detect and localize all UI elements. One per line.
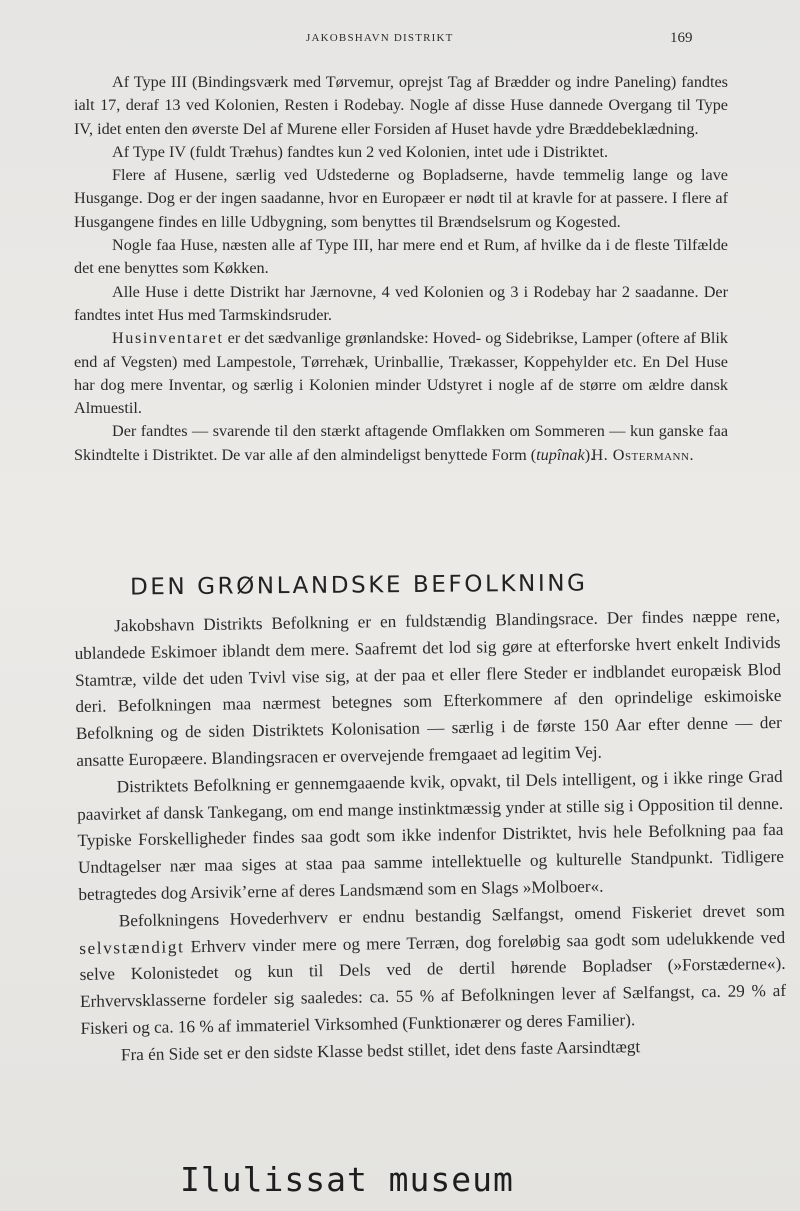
paragraph-inventory <box>74 327 728 420</box>
tents-text-end: ). <box>584 445 595 464</box>
paragraph-tents <box>74 420 728 467</box>
employment-text-rest: Erhverv vinder mere og mere Terræn, dog foreløbig saa godt som udelukkende ved selve Kolonistedet og kun til Dels ved de dertil hørende Bopladser (»Forstæderne«). Erhvervsklasserne fordeler sig saaledes: ca. 55 % af Befolkningen lever af Sælfangst, ca. 29 % af Fiskeri og ca. 16 % af immateriel Virksomhed (Funktionærer og deres Familier). <box>79 927 787 1038</box>
paragraph-type-iii: Af Type III (Bindingsværk med Tørvemur, oprejst Tag af Brædder og indre Paneling) fandtes ialt 17, deraf 13 ved Kolonien, Resten i Rodebay. Nogle af disse Huse dannede Overgang til Type IV, idet enten den øverste Del af Murene eller Forsiden af Huset havde ydre Bræddebeklædning. <box>74 73 728 138</box>
museum-watermark: Ilulissat museum <box>180 1160 514 1199</box>
paragraph-mixed-race: Jakobshavn Distrikts Befolkning er en fuldstændig Blandingsrace. Der findes næppe rene, ublandede Eskimoer iblandt dem mere. Saafremt det lod sig gøre at efterforske hvert enkelt Individs Stamtræ, vilde det uden Tvivl vise sig, at der paa et eller flere Steder er indblandet europæisk Blod deri. Befolkningen maa nærmest betegnes som Efterkommere af den oprindelige eskimoiske Befolkning og de siden Distriktets Kolonisation — særlig i de første 150 Aar efter denne — der ansatte Europæere. Blandingsracen er overvejende fremgaaet ad legitim Vej. <box>74 605 782 770</box>
inventory-text: er det sædvanlige grønlandske: Hoved- og Sidebrikse, Lamper (oftere af Blik end af Vegsten) med Lampestole, Tørrehæk, Urinballie, Trækasser, Koppehylder etc. En Del Huse har dog mere Inventar, og særlig i Kolonien minder Udstyret i nogle af de større om ældre dansk Almuestil. <box>74 329 728 418</box>
tents-text: Der fandtes — svarende til den stærkt aftagende Omflakken om Sommeren — kun ganske faa Skindtelte i Distriktet. De var alle af den almindeligst benyttede Form ( <box>74 422 728 464</box>
paragraph-stoves: Alle Huse i dette Distrikt har Jærnovne, 4 ved Kolonien og 3 i Rodebay har 2 saadanne. Der fandtes intet Hus med Tarmskindsruder. <box>74 282 728 324</box>
paragraph-type-iv: Af Type IV (fuldt Træhus) fandtes kun 2 ved Kolonien, intet ude i Distriktet. <box>112 142 608 161</box>
tupinak-term: tupînak <box>536 445 585 464</box>
section-heading: DEN GRØNLANDSKE BEFOLKNING <box>129 570 588 601</box>
page-header <box>0 30 800 52</box>
page-number: 169 <box>670 30 693 46</box>
population-section <box>74 603 787 1070</box>
paragraph-husgange: Flere af Husene, særlig ved Udstederne og Bopladserne, havde temmelig lange og lave Husgange. Dog er der ingen saadanne, hvor en Europæer er nødt til at kravle for at passere. I flere af Husgangene findes en lille Udbygning, som benyttes til Brændselsrum og Kogested. <box>74 166 728 231</box>
housing-section <box>74 71 728 467</box>
running-title: JAKOBSHAVN DISTRIKT <box>306 32 454 44</box>
paragraph-character: Distriktets Befolkning er gennemgaaende kvik, opvakt, til Dels intelligent, og i ikke ringe Grad paavirket af dansk Tankegang, om end mange instinktmæssig ynder at stille sig i Opposition til denne. Typiske Forskelligheder findes saa godt som ikke indenfor Distriktet, hvis hele Befolkning paa faa Undtagelser nær maa siges at staa paa samme intellektuelle og kulturelle Standpunkt. Tidligere betragtedes dog Arsivik’erne af deres Landsmænd som en Slags »Molboer«. <box>76 766 785 904</box>
paragraph-income: Fra én Side set er den sidste Klasse bedst stillet, idet dens faste Aarsindtægt <box>120 1036 641 1065</box>
employment-text: Befolkningens Hovederhverv er endnu bestandig Sælfangst, omend Fiskeriet drevet som <box>118 900 785 931</box>
author-signature: H. Ostermann. <box>591 445 694 464</box>
employment-spaced-term: selvstændigt <box>79 936 185 958</box>
inventory-lead-term: Husinventaret <box>112 329 224 348</box>
paragraph-rooms: Nogle faa Huse, næsten alle af Type III, har mere end et Rum, af hvilke da i de fleste Tilfælde det ene benyttes som Køkken. <box>74 236 728 278</box>
paragraph-employment <box>79 898 787 1043</box>
